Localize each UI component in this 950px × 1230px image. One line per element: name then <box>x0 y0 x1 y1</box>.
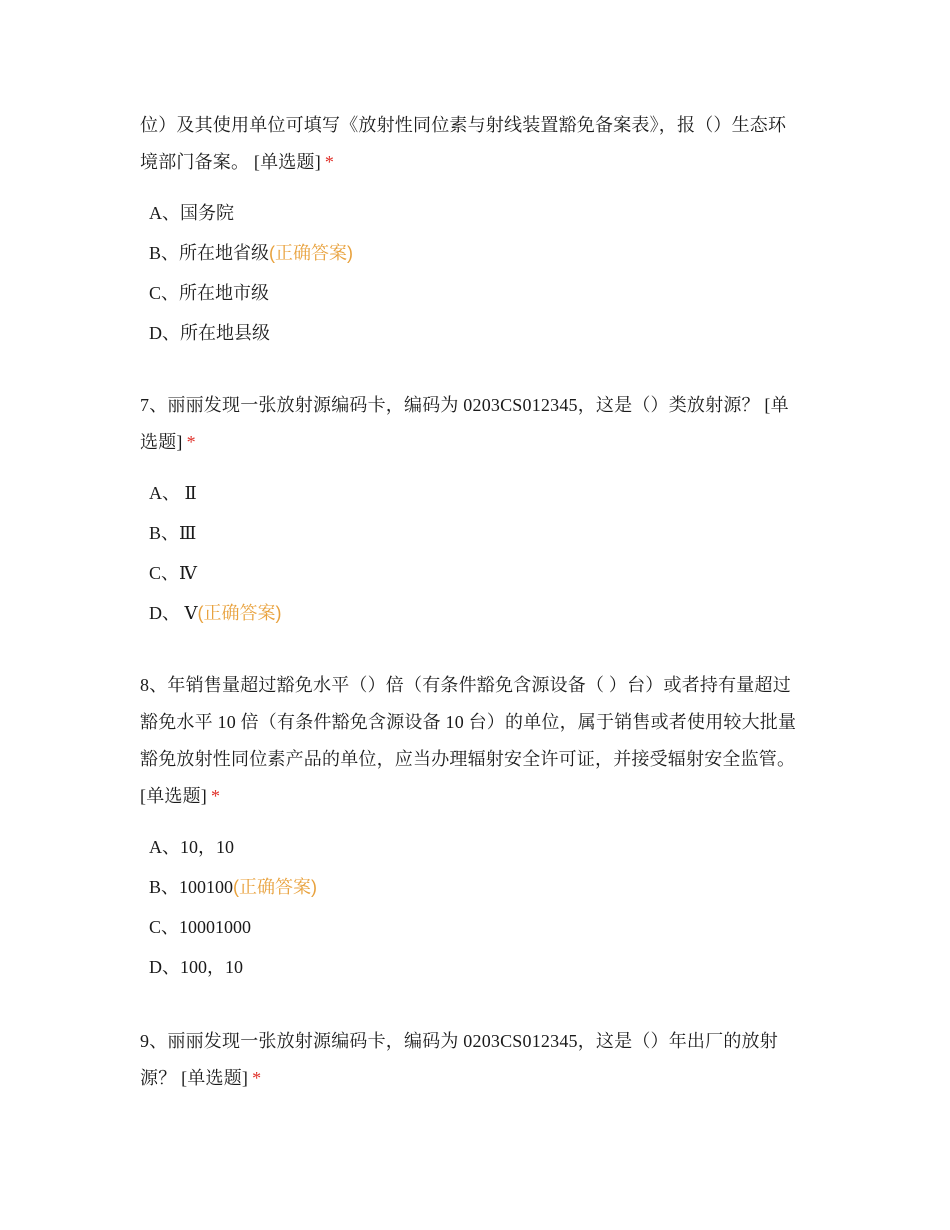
option-c <box>140 907 820 947</box>
option-a <box>140 473 820 513</box>
question-text <box>140 667 820 815</box>
question-7 <box>140 387 820 633</box>
option-label: C、Ⅳ <box>149 563 197 583</box>
option-a <box>140 193 820 233</box>
question-type-label: [单选题] <box>181 1068 249 1088</box>
required-mark: * <box>186 432 196 452</box>
option-label: B、所在地省级 <box>149 243 270 263</box>
option-b <box>140 513 820 553</box>
question-text-line: 9、丽丽发现一张放射源编码卡，编码为 0203CS012345，这是（）年出厂的放射 <box>140 1031 778 1051</box>
correct-answer-mark: (正确答案) <box>269 243 354 263</box>
question-9 <box>140 1023 820 1097</box>
question-text-line: 7、丽丽发现一张放射源编码卡，编码为 0203CS012345，这是（）类放射源？ [单 <box>140 395 789 415</box>
question-text-line: 8、年销售量超过豁免水平（）倍（有条件豁免含源设备（ ）台）或者持有量超过 <box>140 675 791 695</box>
option-label: B、100100 <box>149 877 234 897</box>
option-label: A、 Ⅱ <box>149 483 197 503</box>
option-b <box>140 867 820 907</box>
correct-answer-mark: (正确答案) <box>233 877 318 897</box>
question-type-label: [单选题] <box>253 152 321 172</box>
question-text-line: 豁免放射性同位素产品的单位，应当办理辐射安全许可证，并接受辐射安全监管。 <box>140 749 796 769</box>
question-text-line: 豁免水平 10 倍（有条件豁免含源设备 10 台）的单位，属于销售或者使用较大批量 <box>140 712 797 732</box>
question-8 <box>140 667 820 987</box>
option-a <box>140 827 820 867</box>
option-d <box>140 593 820 633</box>
option-b <box>140 233 820 273</box>
required-mark: * <box>211 786 221 806</box>
required-mark: * <box>324 152 335 172</box>
option-label: A、10，10 <box>149 837 234 857</box>
question-text-line: 境部门备案。 <box>140 152 250 172</box>
question-text-line: 位）及其使用单位可填写《放射性同位素与射线装置豁免备案表》，报（）生态环 <box>140 115 787 135</box>
option-c <box>140 273 820 313</box>
option-d <box>140 947 820 987</box>
question-text-line: 源？ <box>140 1068 177 1088</box>
option-list <box>140 473 820 633</box>
question-text <box>140 107 820 181</box>
option-c <box>140 553 820 593</box>
option-list <box>140 827 820 987</box>
required-mark: * <box>252 1068 262 1088</box>
option-label: A、国务院 <box>149 203 234 223</box>
option-label: B、Ⅲ <box>149 523 197 543</box>
question-type-label: [单选题] <box>140 786 207 806</box>
option-label: C、所在地市级 <box>149 283 270 303</box>
option-label: D、所在地县级 <box>149 323 270 343</box>
question-6 <box>140 107 820 353</box>
correct-answer-mark: (正确答案) <box>197 603 282 623</box>
option-label: D、 Ⅴ <box>149 603 198 623</box>
option-label: D、100，10 <box>149 957 243 977</box>
option-list <box>140 193 820 353</box>
question-text <box>140 1023 820 1097</box>
question-text-line: 选题] <box>140 432 183 452</box>
option-label: C、10001000 <box>149 917 252 937</box>
option-d <box>140 313 820 353</box>
question-text <box>140 387 820 461</box>
